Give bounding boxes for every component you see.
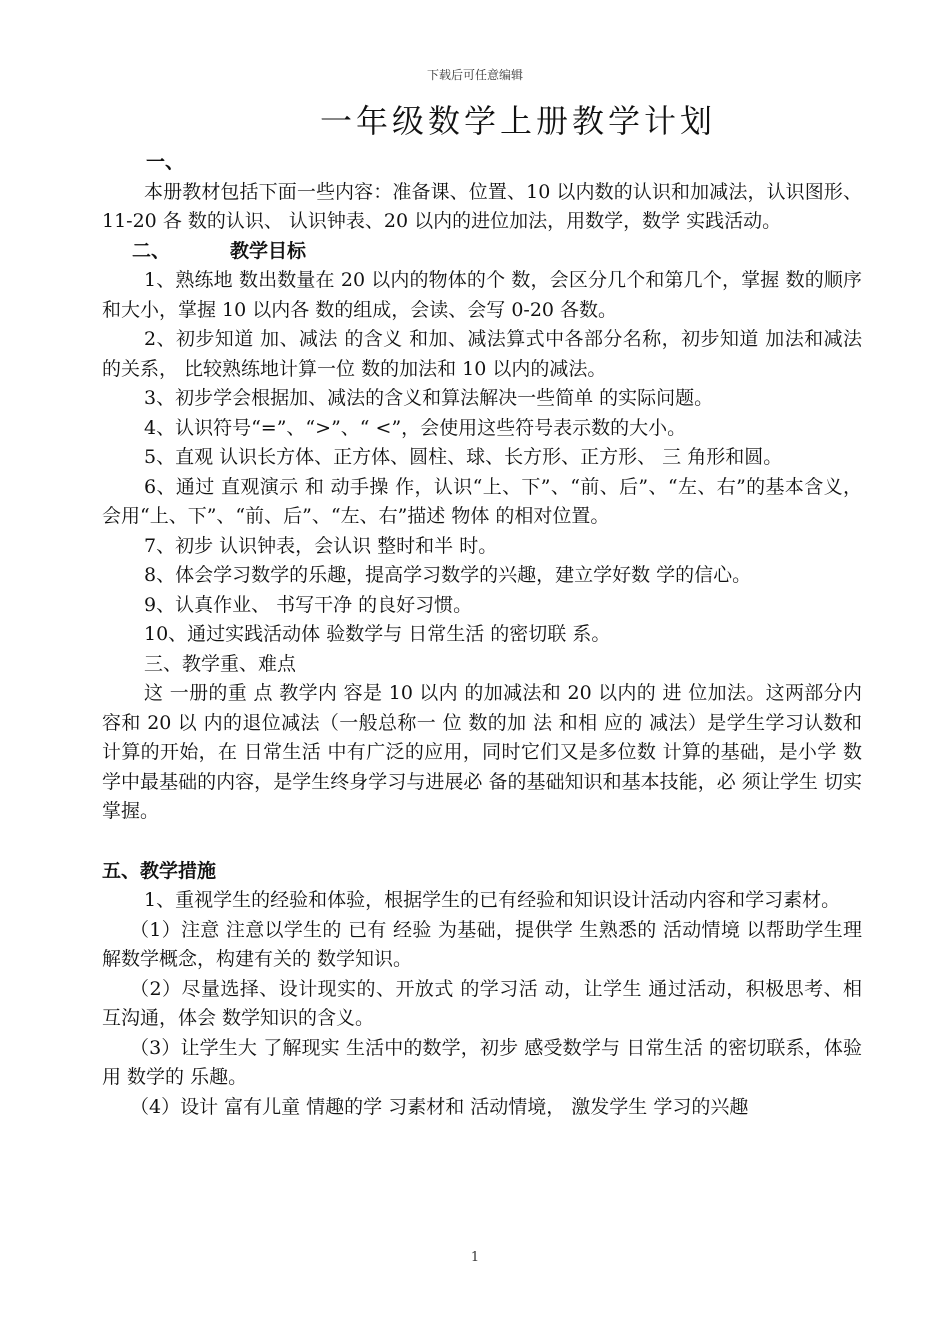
page-number: 1: [470, 1250, 480, 1265]
goal-item: 8、体会学习数学的乐趣，提高学习数学的兴趣，建立学好数 学的信心。: [144, 564, 752, 586]
goal-item: 9、认真作业、 书写干净 的良好习惯。: [144, 593, 473, 616]
goal-item: 1、熟练地 数出数量在 20 以内的物体的个 数，会区分几个和第几个，掌握 数的顺序和大小，掌握 10 以内各 数的组成，会读、会写 0-20 各数。: [102, 269, 862, 321]
measure-item: 1、重视学生的经验和体验，根据学生的已有经验和知识设计活动内容和学习素材。: [144, 889, 841, 911]
section-5-heading: 五、教学措施: [102, 859, 217, 882]
section-1-heading: 一、: [146, 151, 185, 173]
goal-item: 4、认识符号“=”、“>”、“ <”，会使用这些符号表示数的大小。: [144, 416, 687, 439]
goal-item: 2、初步知道 加、减法 的含义 和加、减法算式中各部分名称，初步知道 加法和减法的关系， 比较熟练地计算一位 数的加法和 10 以内的减法。: [102, 328, 862, 380]
section-2-number: 二、: [132, 239, 171, 262]
goal-item: 7、初步 认识钟表，会认识 整时和半 时。: [144, 534, 498, 557]
goal-item: 6、通过 直观演示 和 动手操 作，认识“上、下”、“前、后”、“左、右”的基本含义，会用“上、下”、“前、后”、“左、右”描述 物体 的相对位置。: [102, 475, 862, 527]
document-body: [102, 148, 862, 1122]
section-1-paragraph: 本册教材包括下面一些内容：准备课、位置、10 以内数的认识和加减法，认识图形、 11-20 各 数的认识、 认识钟表、20 以内的进位加法，用数学，数学 实践活动。: [102, 180, 862, 232]
blank-line: [102, 827, 862, 857]
section-2-title: 教学目标: [230, 239, 307, 262]
section-3-heading: 三、教学重、难点: [144, 652, 297, 675]
goal-item: 10、通过实践活动体 验数学与 日常生活 的密切联 系。: [144, 623, 611, 645]
section-2-heading: [102, 237, 862, 267]
section-3-paragraph: 这 一册的重 点 教学内 容是 10 以内 的加减法和 20 以内的 进 位加法。这两部分内容和 20 以 内的退位减法（一般总称一 位 数的加 法 和相 应的 减法）是学生学习认数和计算的开始，在 日常生活 中有广泛的应用，同时它们又是多位数 计算的基础，是小学 数学中最基础的内容，是学生终身学习与进展必 备的基础知识和基本技能，必 须让学生 切实掌握。: [102, 682, 862, 822]
page-header: 下载后可任意编辑: [426, 68, 523, 82]
measure-subitem: （1）注意 注意以学生的 已有 经验 为基础，提供学 生熟悉的 活动情境 以帮助学生理解数学概念，构建有关的 数学知识。: [102, 918, 862, 970]
measure-subitem: （3）让学生大 了解现实 生活中的数学，初步 感受数学与 日常生活 的密切联系，体验 用 数学的 乐趣。: [102, 1036, 862, 1088]
measure-subitem: （4）设计 富有儿童 情趣的学 习素材和 活动情境， 激发学生 学习的兴趣: [130, 1095, 749, 1118]
goal-item: 5、直观 认识长方体、正方体、圆柱、球、长方形、正方形、 三 角形和圆。: [144, 446, 783, 468]
document-title: 一年级数学上册教学计划: [319, 102, 716, 140]
measure-subitem: （2）尽量选择、设计现实的、开放式 的学习活 动，让学生 通过活动，积极思考、相互沟通，体会 数学知识的含义。: [102, 977, 862, 1029]
goal-item: 3、初步学会根据加、减法的含义和算法解决一些简单 的实际问题。: [144, 387, 714, 409]
